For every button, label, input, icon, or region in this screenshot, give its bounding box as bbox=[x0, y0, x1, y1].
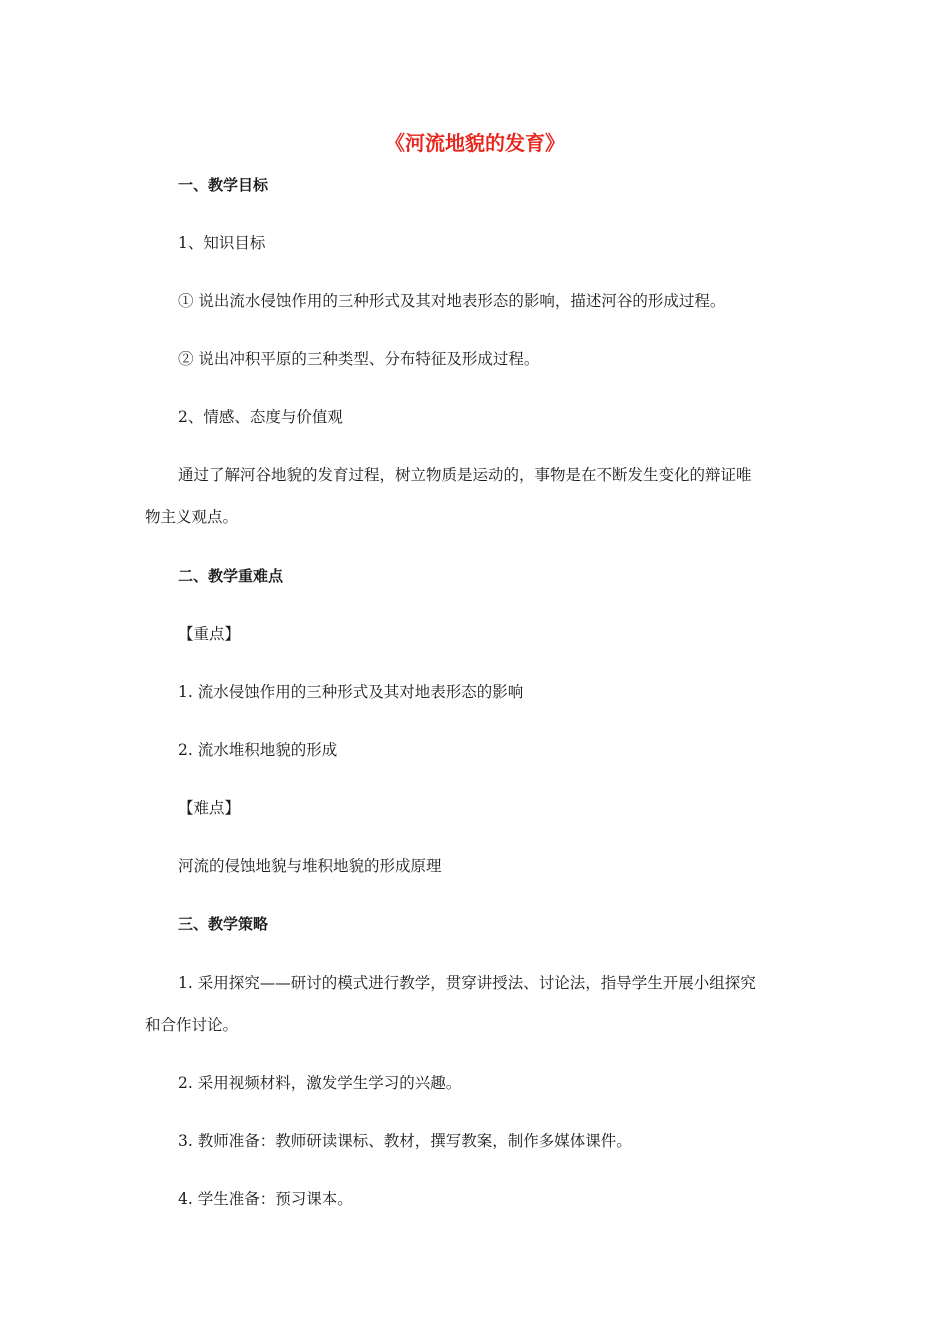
section-heading-key-points: 二、教学重难点 bbox=[178, 567, 284, 585]
difficult-label: 【难点】 bbox=[178, 799, 241, 817]
strategy-item-4: 4. 学生准备：预习课本。 bbox=[178, 1190, 353, 1208]
strategy-item-3: 3. 教师准备：教师研读课标、教材，撰写教案，制作多媒体课件。 bbox=[178, 1132, 632, 1150]
knowledge-item-2: ② 说出冲积平原的三种类型、分布特征及形成过程。 bbox=[178, 350, 540, 368]
strategy-item-1-line-2: 和合作讨论。 bbox=[145, 1016, 239, 1034]
strategy-item-2: 2. 采用视频材料，激发学生学习的兴趣。 bbox=[178, 1074, 462, 1092]
subheading-emotion: 2、情感、态度与价值观 bbox=[178, 408, 343, 426]
section-heading-strategy: 三、教学策略 bbox=[178, 915, 269, 933]
subheading-knowledge: 1、知识目标 bbox=[178, 234, 266, 252]
key-item-1: 1. 流水侵蚀作用的三种形式及其对地表形态的影响 bbox=[178, 683, 524, 701]
emotion-text-line-1: 通过了解河谷地貌的发育过程，树立物质是运动的，事物是在不断发生变化的辩证唯 bbox=[178, 466, 752, 484]
emotion-text-line-2: 物主义观点。 bbox=[145, 508, 239, 526]
section-heading-objectives: 一、教学目标 bbox=[178, 176, 269, 194]
difficult-text: 河流的侵蚀地貌与堆积地貌的形成原理 bbox=[178, 857, 442, 875]
strategy-item-1-line-1: 1. 采用探究——研讨的模式进行教学，贯穿讲授法、讨论法，指导学生开展小组探究 bbox=[178, 974, 756, 992]
key-label: 【重点】 bbox=[178, 625, 241, 643]
document-title: 《河流地貌的发育》 bbox=[385, 131, 565, 155]
key-item-2: 2. 流水堆积地貌的形成 bbox=[178, 741, 338, 759]
knowledge-item-1: ① 说出流水侵蚀作用的三种形式及其对地表形态的影响，描述河谷的形成过程。 bbox=[178, 292, 726, 310]
